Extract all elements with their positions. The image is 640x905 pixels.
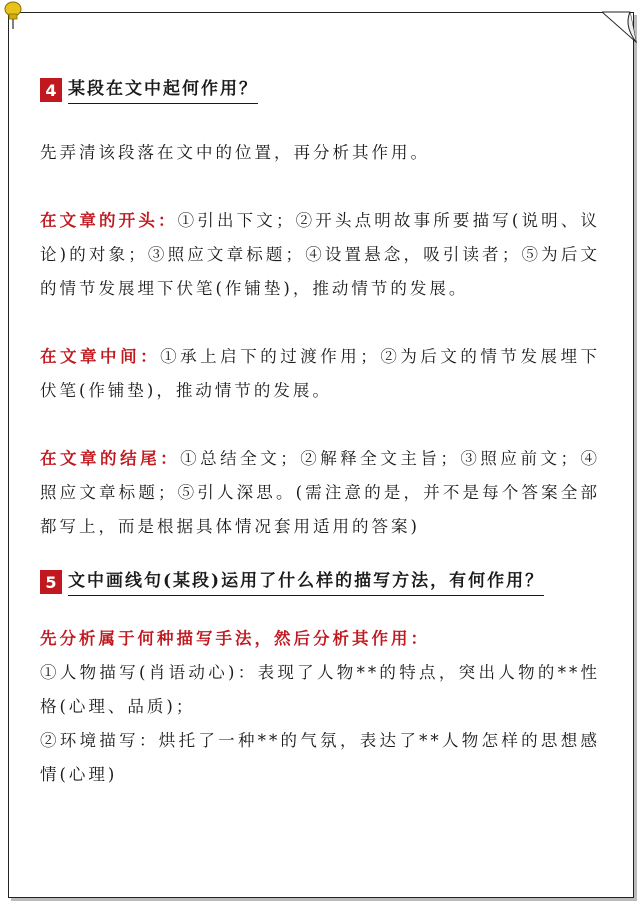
pushpin-icon bbox=[2, 0, 24, 30]
section4-intro: 先弄清该段落在文中的位置，再分析其作用。 bbox=[40, 143, 430, 162]
section5-title: 文中画线句(某段)运用了什么样的描写方法，有何作用？ bbox=[68, 569, 544, 596]
section5-lead: 先分析属于何种描写手法，然后分析其作用： bbox=[40, 629, 430, 648]
ending-text: ①总结全文；②解释全文主旨；③照应前文；④照应文章标题；⑤引人深思。(需注意的是，并不是每个答案全部都写上，而是根据具体情况套用适用的答案) bbox=[40, 449, 601, 536]
beginning-paragraph bbox=[40, 204, 600, 306]
section4-heading bbox=[40, 74, 600, 106]
beginning-label: 在文章的开头： bbox=[40, 211, 178, 230]
section4-number-badge: 4 bbox=[40, 78, 62, 102]
ending-label: 在文章的结尾： bbox=[40, 449, 181, 468]
document-body bbox=[40, 74, 600, 792]
beginning-text: ①引出下文；②开头点明故事所要描写(说明、议论)的对象；③照应文章标题；④设置悬念，吸引读者；⑤为后文的情节发展埋下伏笔(作铺垫)，推动情节的发展。 bbox=[40, 211, 600, 298]
section5-number-badge: 5 bbox=[40, 570, 62, 594]
section5-item2: ②环境描写：烘托了一种**的气氛，表达了**人物怎样的思想感情(心理) bbox=[40, 731, 600, 784]
section4-title: 某段在文中起何作用？ bbox=[68, 77, 258, 104]
ending-paragraph bbox=[40, 442, 600, 544]
middle-text: ①承上启下的过渡作用；②为后文的情节发展埋下伏笔(作铺垫)，推动情节的发展。 bbox=[40, 347, 601, 400]
middle-paragraph bbox=[40, 340, 600, 408]
section5-heading bbox=[40, 566, 600, 598]
middle-label: 在文章中间： bbox=[40, 347, 161, 366]
section5-item1: ①人物描写(肖语动心)：表现了人物**的特点，突出人物的**性格(心理、品质)； bbox=[40, 663, 600, 716]
page-curl-icon bbox=[602, 8, 638, 44]
